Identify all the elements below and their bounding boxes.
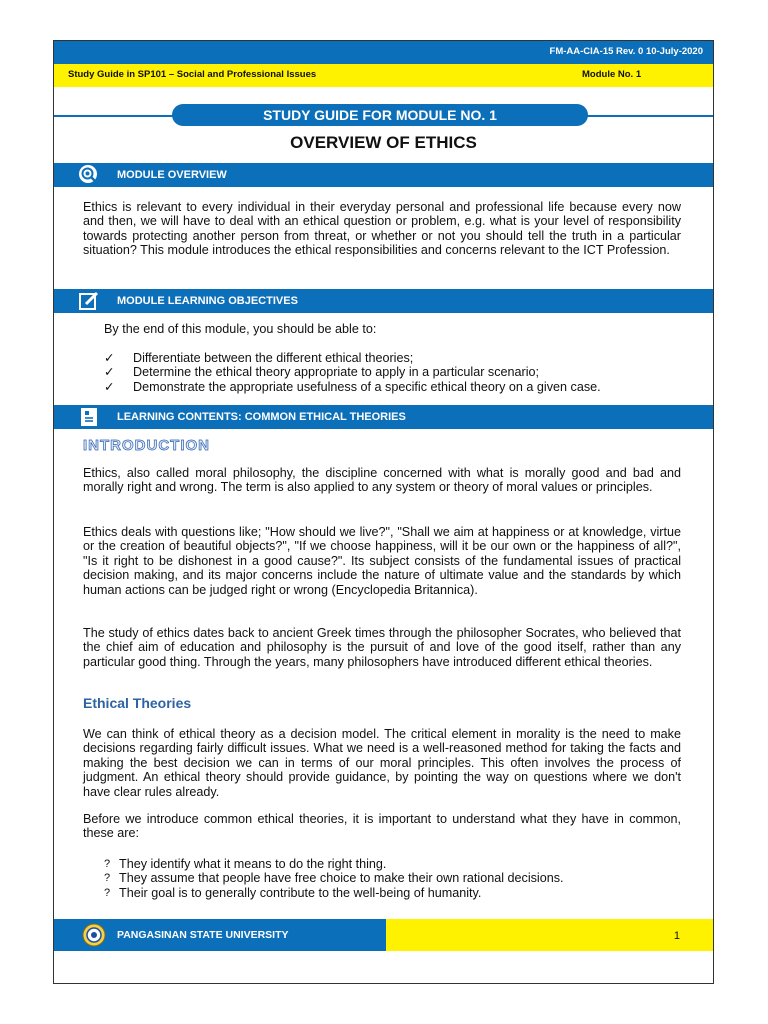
magnifier-icon: [78, 164, 100, 186]
paragraph: We can think of ethical theory as a decision model. The critical element in morality is the need to make decisions regarding fairly difficult issues. What we need is a well-reasoned method for taking the facts and making the best decision we can in terms of our moral principles. This often involves the process of judgment. An ethical theory should provide guidance, by pointing the way on questions where we don't have clear rules already.: [83, 727, 681, 799]
footer-page-bar: [386, 919, 713, 951]
list-item: ✓ Determine the ethical theory appropriate to apply in a particular scenario;: [104, 365, 540, 380]
university-seal-icon: [82, 923, 106, 947]
section-heading: LEARNING CONTENTS: COMMON ETHICAL THEORIES: [117, 411, 406, 423]
section-learning-objectives: [54, 289, 713, 313]
check-icon: ✓: [104, 365, 115, 380]
bullet-icon: ?: [104, 886, 111, 899]
study-guide-page: [53, 40, 714, 984]
document-id: FM-AA-CIA-15 Rev. 0 10-July-2020: [549, 46, 703, 57]
document-icon: [78, 406, 100, 428]
section-module-overview: [54, 163, 713, 187]
header-top-bar: [54, 41, 713, 64]
page-title: OVERVIEW OF ETHICS: [290, 133, 477, 152]
list-item: ? Their goal is to generally contribute to the well-being of humanity.: [104, 885, 482, 900]
list-item: ? They identify what it means to do the right thing.: [104, 857, 387, 871]
paragraph: Ethics deals with questions like; "How should we live?", "Shall we aim at happiness or at knowledge, virtue or the creation of beautiful objects?", "If we choose happiness, will it be our own or the happiness of all?", "Is it right to be dishonest in a good cause?". Its subject consists of the fundamental issues of practical decision making, and its major concerns include the nature of ultimate value and the standards by which human actions can be judged right or wrong (Encyclopedia Britannica).: [83, 525, 681, 597]
edit-icon: [78, 290, 100, 312]
page-number: 1: [673, 930, 680, 942]
list-item: ✓ Demonstrate the appropriate usefulness of a specific ethical theory on a given case.: [104, 379, 601, 394]
overview-text: Ethics is relevant to every individual in their everyday personal and professional life because every now and then, we will have to deal with an ethical question or problem, e.g. what is your level of responsibility towards protecting another person from threat, or whether or not you should tell the truth in a particular situation? This module introduces the ethical responsibilities and concerns relevant to the ICT Profession.: [83, 200, 681, 258]
bullet-icon: ?: [104, 872, 111, 885]
paragraph: Before we introduce common ethical theories, it is important to understand what they have in common, these are:: [83, 812, 681, 841]
list-item: ? They assume that people have free choice to make their own rational decisions.: [104, 871, 564, 886]
introduction-heading: INTRODUCTION: [83, 437, 210, 454]
university-name: PANGASINAN STATE UNIVERSITY: [117, 929, 289, 941]
section-heading: MODULE LEARNING OBJECTIVES: [117, 295, 298, 307]
course-title: Study Guide in SP101 – Social and Professional Issues: [68, 69, 317, 80]
objectives-list: [104, 351, 601, 394]
paragraph: The study of ethics dates back to ancient Greek times through the philosopher Socrates, who believed that the chief aim of education and philosophy is the pursuit of and love of the good itself, rather than any particular good thing. Through the years, many philosophers have introduced different ethical theories.: [83, 626, 681, 669]
section-learning-contents: [54, 405, 713, 429]
section-heading: MODULE OVERVIEW: [117, 169, 227, 181]
bullet-icon: ?: [104, 858, 111, 870]
check-icon: ✓: [104, 351, 115, 365]
footer-university-bar: [54, 919, 386, 951]
header-course-bar: [54, 64, 713, 87]
list-item: ✓ Differentiate between the different ethical theories;: [104, 351, 414, 365]
paragraph: Ethics, also called moral philosophy, the discipline concerned with what is morally good and bad and morally right and wrong. The term is also applied to any system or theory of moral values or principles.: [83, 466, 681, 495]
module-number: Module No. 1: [582, 69, 642, 80]
study-guide-pill: STUDY GUIDE FOR MODULE NO. 1: [172, 104, 588, 126]
check-icon: ✓: [104, 379, 115, 394]
objectives-intro: By the end of this module, you should be able to:: [104, 322, 377, 336]
ethical-theories-heading: Ethical Theories: [83, 695, 192, 711]
common-traits-list: [104, 857, 564, 900]
